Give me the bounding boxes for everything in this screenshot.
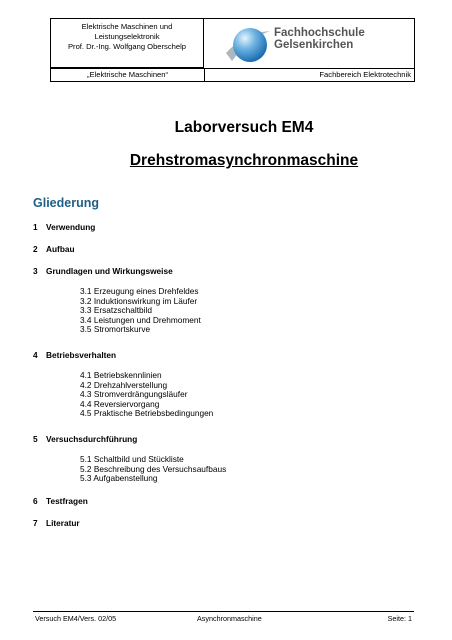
list-item: 4.3 Stromverdrängungsläufer [80,389,188,399]
document-footer [33,611,414,624]
header-author-box [50,18,204,68]
footer-topic: Asynchronmaschine [197,614,262,623]
toc-subsection-list-4 [80,371,213,419]
footer-version: Versuch EM4/Vers. 02/05 [35,614,117,623]
document-title: Laborversuch EM4 [174,119,314,136]
list-item: 5.1 Schaltbild und Stückliste [80,454,184,464]
header-line-3: Prof. Dr.-Ing. Wolfgang Oberschelp [67,42,187,51]
list-item: 3.3 Ersatzschaltbild [80,305,152,315]
institution-logo [204,18,415,68]
logo-sphere-icon [224,23,272,67]
logo-wordmark: Fachhochschule Gelsenkirchen [274,27,365,51]
header-subject-row [50,68,415,82]
toc-subsection-list-3 [80,287,201,335]
list-item: 4.2 Drehzahlverstellung [80,379,168,390]
header-department: Fachbereich Elektrotechnik [319,70,411,79]
header-subject: „Elektrische Maschinen“ [51,69,205,81]
document-header [50,18,415,84]
list-item: 4.1 Betriebskennlinien [80,370,162,380]
list-item: 3.5 Stromortskurve [80,324,151,334]
header-line-2: Leistungselektronik [94,32,160,41]
footer-page-number: Seite: 1 [387,614,412,623]
list-item: 3.4 Leistungen und Drehmoment [80,314,201,325]
toc-subsection-list-5 [80,455,226,484]
document-subtitle: Drehstromasynchronmaschine [129,152,359,169]
list-item: 4.5 Praktische Betriebsbedingungen [80,408,214,418]
list-item: 3.1 Erzeugung eines Drehfeldes [80,286,199,296]
document-page: Elektrische Maschinen und Leistungselektronik Prof. Dr.-Ing. Wolfgang Oberschelp Fachhochschule Gelsenkirchen „Elektrische Maschinen“ Fachbereich Elektrotechnik Laborversuch EM4 Drehstromasynchronmaschine Gliederung 1 Verwendung 2 Aufbau 3 Grundlagen und Wirkungsweise 3.1 Erzeugung eines Drehfeldes 3.2 Induktionswirkung im Läufer 3.3 Ersatzschaltbild 3.4 Leistungen und Drehmoment 3.5 Stromortskurve 4 Betriebsverhalten 4.1 Betriebskennlinien 4.2 Drehzahlverstellung 4.3 Stromverdrängungsläufer 4.4 Reversiervorgang 4.5 Praktische Betriebsbedingungen 5 Versuchsdurchführung 5.1 Schaltbild und Stückliste 5.2 Beschreibung des Versuchsaufbaus 5.3 Aufgabenstellung 6 Testfragen 7 Literatur Versuch EM4/Vers. 02/05 Asynchronmaschine Seite: 1 [0,0,452,640]
list-item: 5.3 Aufgabenstellung [80,473,158,483]
list-item: 4.4 Reversiervorgang [80,398,160,409]
toc-heading: Gliederung [33,196,99,210]
header-line-1: Elektrische Maschinen und [81,22,173,31]
list-item: 5.2 Beschreibung des Versuchsaufbaus [80,463,227,474]
list-item: 3.2 Induktionswirkung im Läufer [80,295,198,306]
